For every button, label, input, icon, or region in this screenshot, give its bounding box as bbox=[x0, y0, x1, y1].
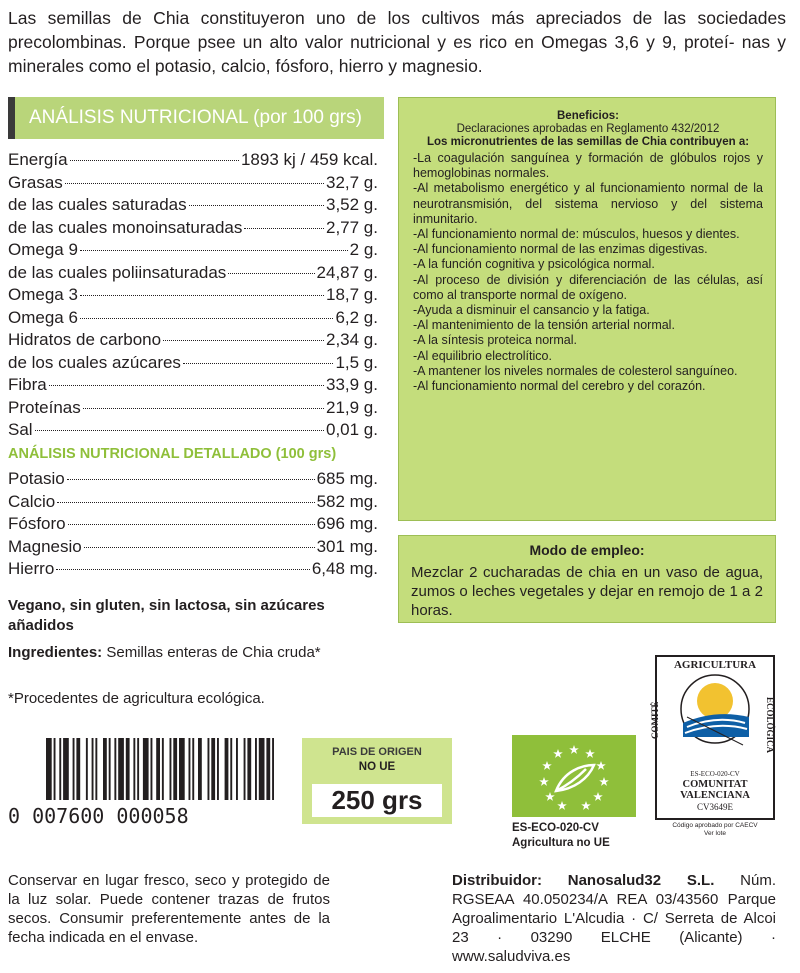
benefit-item: -La coagulación sanguínea y formación de glóbulos rojos y hemoglobinas normales. bbox=[413, 151, 763, 181]
nutrient-value: 33,9 g. bbox=[326, 375, 378, 394]
barcode-bar bbox=[259, 738, 265, 800]
distributor-text: Núm. RGSEAA 40.050234/A REA 03/43560 Parque Agroalimentario L'Alcudia · C/ Serreta de Alcoi 23 · 03290 ELCHE (Alicante) · www.saludviva.es bbox=[452, 872, 776, 965]
nutrient-value: 24,87 g. bbox=[316, 262, 378, 282]
barcode-bar bbox=[126, 738, 130, 800]
nutrition-row bbox=[8, 218, 378, 241]
origin-value: NO UE bbox=[358, 761, 396, 773]
barcode-bar bbox=[109, 738, 111, 800]
distributor-info bbox=[452, 871, 776, 966]
barcode-bar bbox=[266, 738, 270, 800]
nutrition-row bbox=[8, 353, 378, 376]
nutrition-row bbox=[8, 150, 378, 173]
mineral-label: Calcio bbox=[8, 491, 56, 511]
barcode-bar bbox=[179, 738, 185, 800]
barcode-bar bbox=[151, 738, 153, 800]
mineral-label: Magnesio bbox=[8, 536, 82, 556]
nutrition-row bbox=[8, 240, 378, 263]
nutrition-row bbox=[8, 398, 378, 421]
mineral-row bbox=[8, 537, 378, 560]
nutrient-value: 3,52 g. bbox=[326, 195, 378, 214]
net-weight: 250 grs bbox=[312, 784, 442, 817]
detailed-analysis-title: ANÁLISIS NUTRICIONAL DETALLADO (100 grs) bbox=[8, 446, 337, 462]
barcode-bar bbox=[92, 738, 94, 800]
barcode-bar bbox=[143, 738, 149, 800]
leader-dots bbox=[49, 385, 324, 386]
barcode-bar bbox=[162, 738, 164, 800]
nutrition-header: ANÁLISIS NUTRICIONAL (por 100 grs) bbox=[8, 97, 384, 139]
caecv-code: ES-ECO-020-CV bbox=[690, 770, 740, 778]
mineral-row bbox=[8, 514, 378, 537]
nutrient-value: 2,77 g. bbox=[326, 217, 378, 237]
benefits-title: Beneficios: bbox=[557, 110, 619, 122]
leader-dots bbox=[163, 340, 324, 341]
leader-dots bbox=[80, 318, 334, 319]
nutrition-row bbox=[8, 173, 378, 196]
barcode-bar bbox=[76, 738, 80, 800]
nutrient-label: de las cuales monoinsaturadas bbox=[8, 217, 243, 237]
barcode-bar bbox=[59, 738, 61, 800]
nutrient-label: Fibra bbox=[8, 375, 47, 394]
barcode-bar bbox=[170, 738, 172, 800]
nutrition-row bbox=[8, 308, 378, 331]
barcode-bar bbox=[217, 738, 219, 800]
intro-paragraph: Las semillas de Chia constituyeron uno de los cultivos más apreciados de las sociedades precolombinas. Porque psee un alto valor nutricional y es rico en Omegas 3,6 y 9, proteí- nas y minerales como el potasio, calcio, fósforo, hierro y magnesio. bbox=[8, 8, 786, 76]
barcode-bar bbox=[103, 738, 107, 800]
leader-dots bbox=[189, 205, 324, 206]
benefit-item: -Ayuda a disminuir el cansancio y la fatiga. bbox=[413, 303, 650, 318]
leader-dots bbox=[56, 569, 310, 570]
usage-box bbox=[398, 535, 776, 623]
barcode-bar bbox=[244, 738, 246, 800]
barcode-bar bbox=[114, 738, 116, 800]
mineral-row bbox=[8, 469, 378, 492]
benefit-item: -Al funcionamiento normal de: músculos, huesos y dientes. bbox=[413, 227, 740, 242]
nutrient-label: Sal bbox=[8, 420, 33, 439]
nutrient-label: Proteínas bbox=[8, 397, 81, 417]
usage-title: Modo de empleo: bbox=[529, 542, 645, 558]
barcode-bar bbox=[54, 738, 56, 800]
caecv-side-left: COMITÉ bbox=[650, 701, 660, 739]
benefit-item: -Al funcionamiento normal del cerebro y del corazón. bbox=[413, 379, 706, 394]
benefits-box bbox=[398, 97, 776, 521]
barcode-bar bbox=[211, 738, 215, 800]
barcode-number: 0 007600 000058 bbox=[8, 804, 189, 828]
barcode-bar bbox=[225, 738, 229, 800]
nutrient-label: de las cuales saturadas bbox=[8, 195, 187, 214]
nutrition-row bbox=[8, 285, 378, 308]
nutrient-label: Omega 9 bbox=[8, 240, 78, 259]
nutrition-row bbox=[8, 263, 378, 286]
benefit-item: -Al funcionamiento normal de las enzimas digestivas. bbox=[413, 242, 708, 257]
benefit-item: -Al equilibrio electrolítico. bbox=[413, 348, 552, 363]
nutrient-value: 6,2 g. bbox=[335, 307, 378, 327]
ingredients-label: Ingredientes: bbox=[8, 644, 103, 661]
eu-code: ES-ECO-020-CV bbox=[512, 822, 599, 834]
nutrient-value: 1893 kj / 459 kcal. bbox=[240, 150, 378, 169]
benefit-item: -Al proceso de división y diferenciación de las células, así como al transporte normal de oxígeno. bbox=[413, 272, 763, 302]
barcode-bar bbox=[192, 738, 194, 800]
barcode-bar bbox=[189, 738, 191, 800]
barcode-bars bbox=[8, 738, 284, 804]
nutrient-value: 1,5 g. bbox=[335, 352, 378, 372]
nutrient-value: 18,7 g. bbox=[326, 285, 378, 304]
mineral-value: 6,48 mg. bbox=[311, 559, 378, 578]
leader-dots bbox=[57, 502, 314, 503]
barcode-bar bbox=[247, 738, 251, 800]
mineral-value: 696 mg. bbox=[316, 514, 378, 533]
nutrient-label: de las cuales poliinsaturadas bbox=[8, 262, 227, 282]
benefit-item: -Al mantenimiento de la tensión arterial normal. bbox=[413, 318, 675, 333]
eu-leaf-icon bbox=[512, 735, 636, 817]
nutrient-label: de los cuales azúcares bbox=[8, 352, 181, 372]
caecv-lote: Ver lote bbox=[703, 830, 727, 837]
nutrient-label: Hidratos de carbono bbox=[8, 330, 162, 349]
barcode-bar bbox=[208, 738, 210, 800]
caecv-top: AGRICULTURA bbox=[673, 659, 757, 671]
nutrient-label: Energía bbox=[8, 150, 68, 169]
benefit-item: -A mantener los niveles normales de colesterol sanguíneo. bbox=[413, 363, 738, 378]
detailed-analysis-table bbox=[8, 469, 378, 582]
usage-text: Mezclar 2 cucharadas de chia en un vaso de agua, zumos o leches vegetales y dejar en remojo de 1 a 2 horas. bbox=[411, 564, 763, 619]
leader-dots bbox=[70, 160, 239, 161]
barcode-bar bbox=[173, 738, 177, 800]
nutrient-value: 32,7 g. bbox=[326, 172, 378, 192]
benefits-list bbox=[413, 151, 763, 394]
organic-footnote: *Procedentes de agricultura ecológica. bbox=[8, 690, 265, 707]
mineral-label: Fósforo bbox=[8, 514, 66, 533]
ingredients bbox=[8, 643, 384, 662]
barcode-bar bbox=[73, 738, 75, 800]
leader-dots bbox=[67, 479, 315, 480]
nutrient-value: 21,9 g. bbox=[326, 397, 378, 417]
origin-label: PAIS DE ORIGEN bbox=[332, 746, 422, 758]
nutrient-value: 2 g. bbox=[349, 240, 378, 259]
caecv-approved: Código aprobado por CAECV bbox=[672, 822, 758, 829]
barcode-bar bbox=[118, 738, 124, 800]
nutrient-value: 0,01 g. bbox=[326, 420, 378, 439]
mineral-value: 685 mg. bbox=[316, 469, 378, 488]
mineral-value: 301 mg. bbox=[316, 536, 378, 556]
benefit-item: -Al metabolismo energético y al funcionamiento normal de la neurotransmisión, del sistema nervioso y del sistema inmunitario. bbox=[413, 181, 763, 226]
barcode-bar bbox=[255, 738, 257, 800]
barcode-bar bbox=[95, 738, 97, 800]
eu-organic-logo bbox=[512, 735, 636, 817]
benefit-item: -A la función cognitiva y psicológica normal. bbox=[413, 257, 655, 272]
benefits-subtitle: Declaraciones aprobadas en Reglamento 432/2012 bbox=[456, 123, 720, 135]
mineral-row bbox=[8, 492, 378, 515]
caecv-region2: VALENCIANA bbox=[680, 790, 750, 801]
nutrition-row bbox=[8, 330, 378, 353]
nutrition-row bbox=[8, 375, 378, 398]
leader-dots bbox=[35, 430, 324, 431]
barcode-bar bbox=[198, 738, 202, 800]
caecv-region1: COMUNITAT bbox=[682, 779, 748, 790]
nutrition-table bbox=[8, 150, 378, 443]
leader-dots bbox=[183, 363, 334, 364]
barcode-bar bbox=[86, 738, 88, 800]
barcode bbox=[8, 738, 284, 830]
nutrient-label: Omega 3 bbox=[8, 285, 78, 304]
leader-dots bbox=[244, 228, 324, 229]
nutrient-label: Omega 6 bbox=[8, 307, 78, 327]
barcode-bar bbox=[230, 738, 232, 800]
caecv-side-right: ECOLÓGICA bbox=[765, 696, 775, 753]
barcode-bar bbox=[236, 738, 238, 800]
mineral-row bbox=[8, 559, 378, 582]
leader-dots bbox=[84, 547, 315, 548]
leader-dots bbox=[68, 524, 315, 525]
storage-instructions: Conservar en lugar fresco, seco y protegido de la luz solar. Puede contener trazas de frutos secos. Consumir preferentemente antes de la fecha indicada en el envase. bbox=[8, 872, 330, 946]
nutrient-label: Grasas bbox=[8, 172, 63, 192]
leader-dots bbox=[83, 408, 324, 409]
nutrition-row bbox=[8, 195, 378, 218]
leader-dots bbox=[228, 273, 314, 274]
diet-tags: Vegano, sin gluten, sin lactosa, sin azúcares añadidos bbox=[8, 597, 325, 634]
distributor-label: Distribuidor: Nanosalud32 S.L. bbox=[452, 872, 715, 889]
barcode-bar bbox=[46, 738, 52, 800]
leader-dots bbox=[80, 295, 324, 296]
nutrition-row bbox=[8, 420, 378, 443]
origin-box bbox=[302, 738, 452, 824]
ingredients-text: Semillas enteras de Chia cruda* bbox=[106, 644, 321, 661]
barcode-bar bbox=[133, 738, 135, 800]
benefits-intro: Los micronutrientes de las semillas de Chia contribuyen a: bbox=[426, 136, 750, 148]
benefit-item: -A la síntesis proteica normal. bbox=[413, 333, 577, 348]
barcode-bar bbox=[272, 738, 274, 800]
barcode-bar bbox=[137, 738, 139, 800]
eu-logo-caption bbox=[512, 821, 636, 851]
mineral-value: 582 mg. bbox=[316, 491, 378, 511]
leader-dots bbox=[65, 183, 324, 184]
barcode-bar bbox=[63, 738, 69, 800]
mineral-label: Potasio bbox=[8, 469, 65, 488]
mineral-label: Hierro bbox=[8, 559, 55, 578]
barcode-bar bbox=[156, 738, 160, 800]
leader-dots bbox=[80, 250, 348, 251]
eu-caption-text: Agricultura no UE bbox=[512, 837, 610, 849]
nutrient-value: 2,34 g. bbox=[326, 330, 378, 349]
caecv-cv: CV3649E bbox=[697, 802, 733, 812]
